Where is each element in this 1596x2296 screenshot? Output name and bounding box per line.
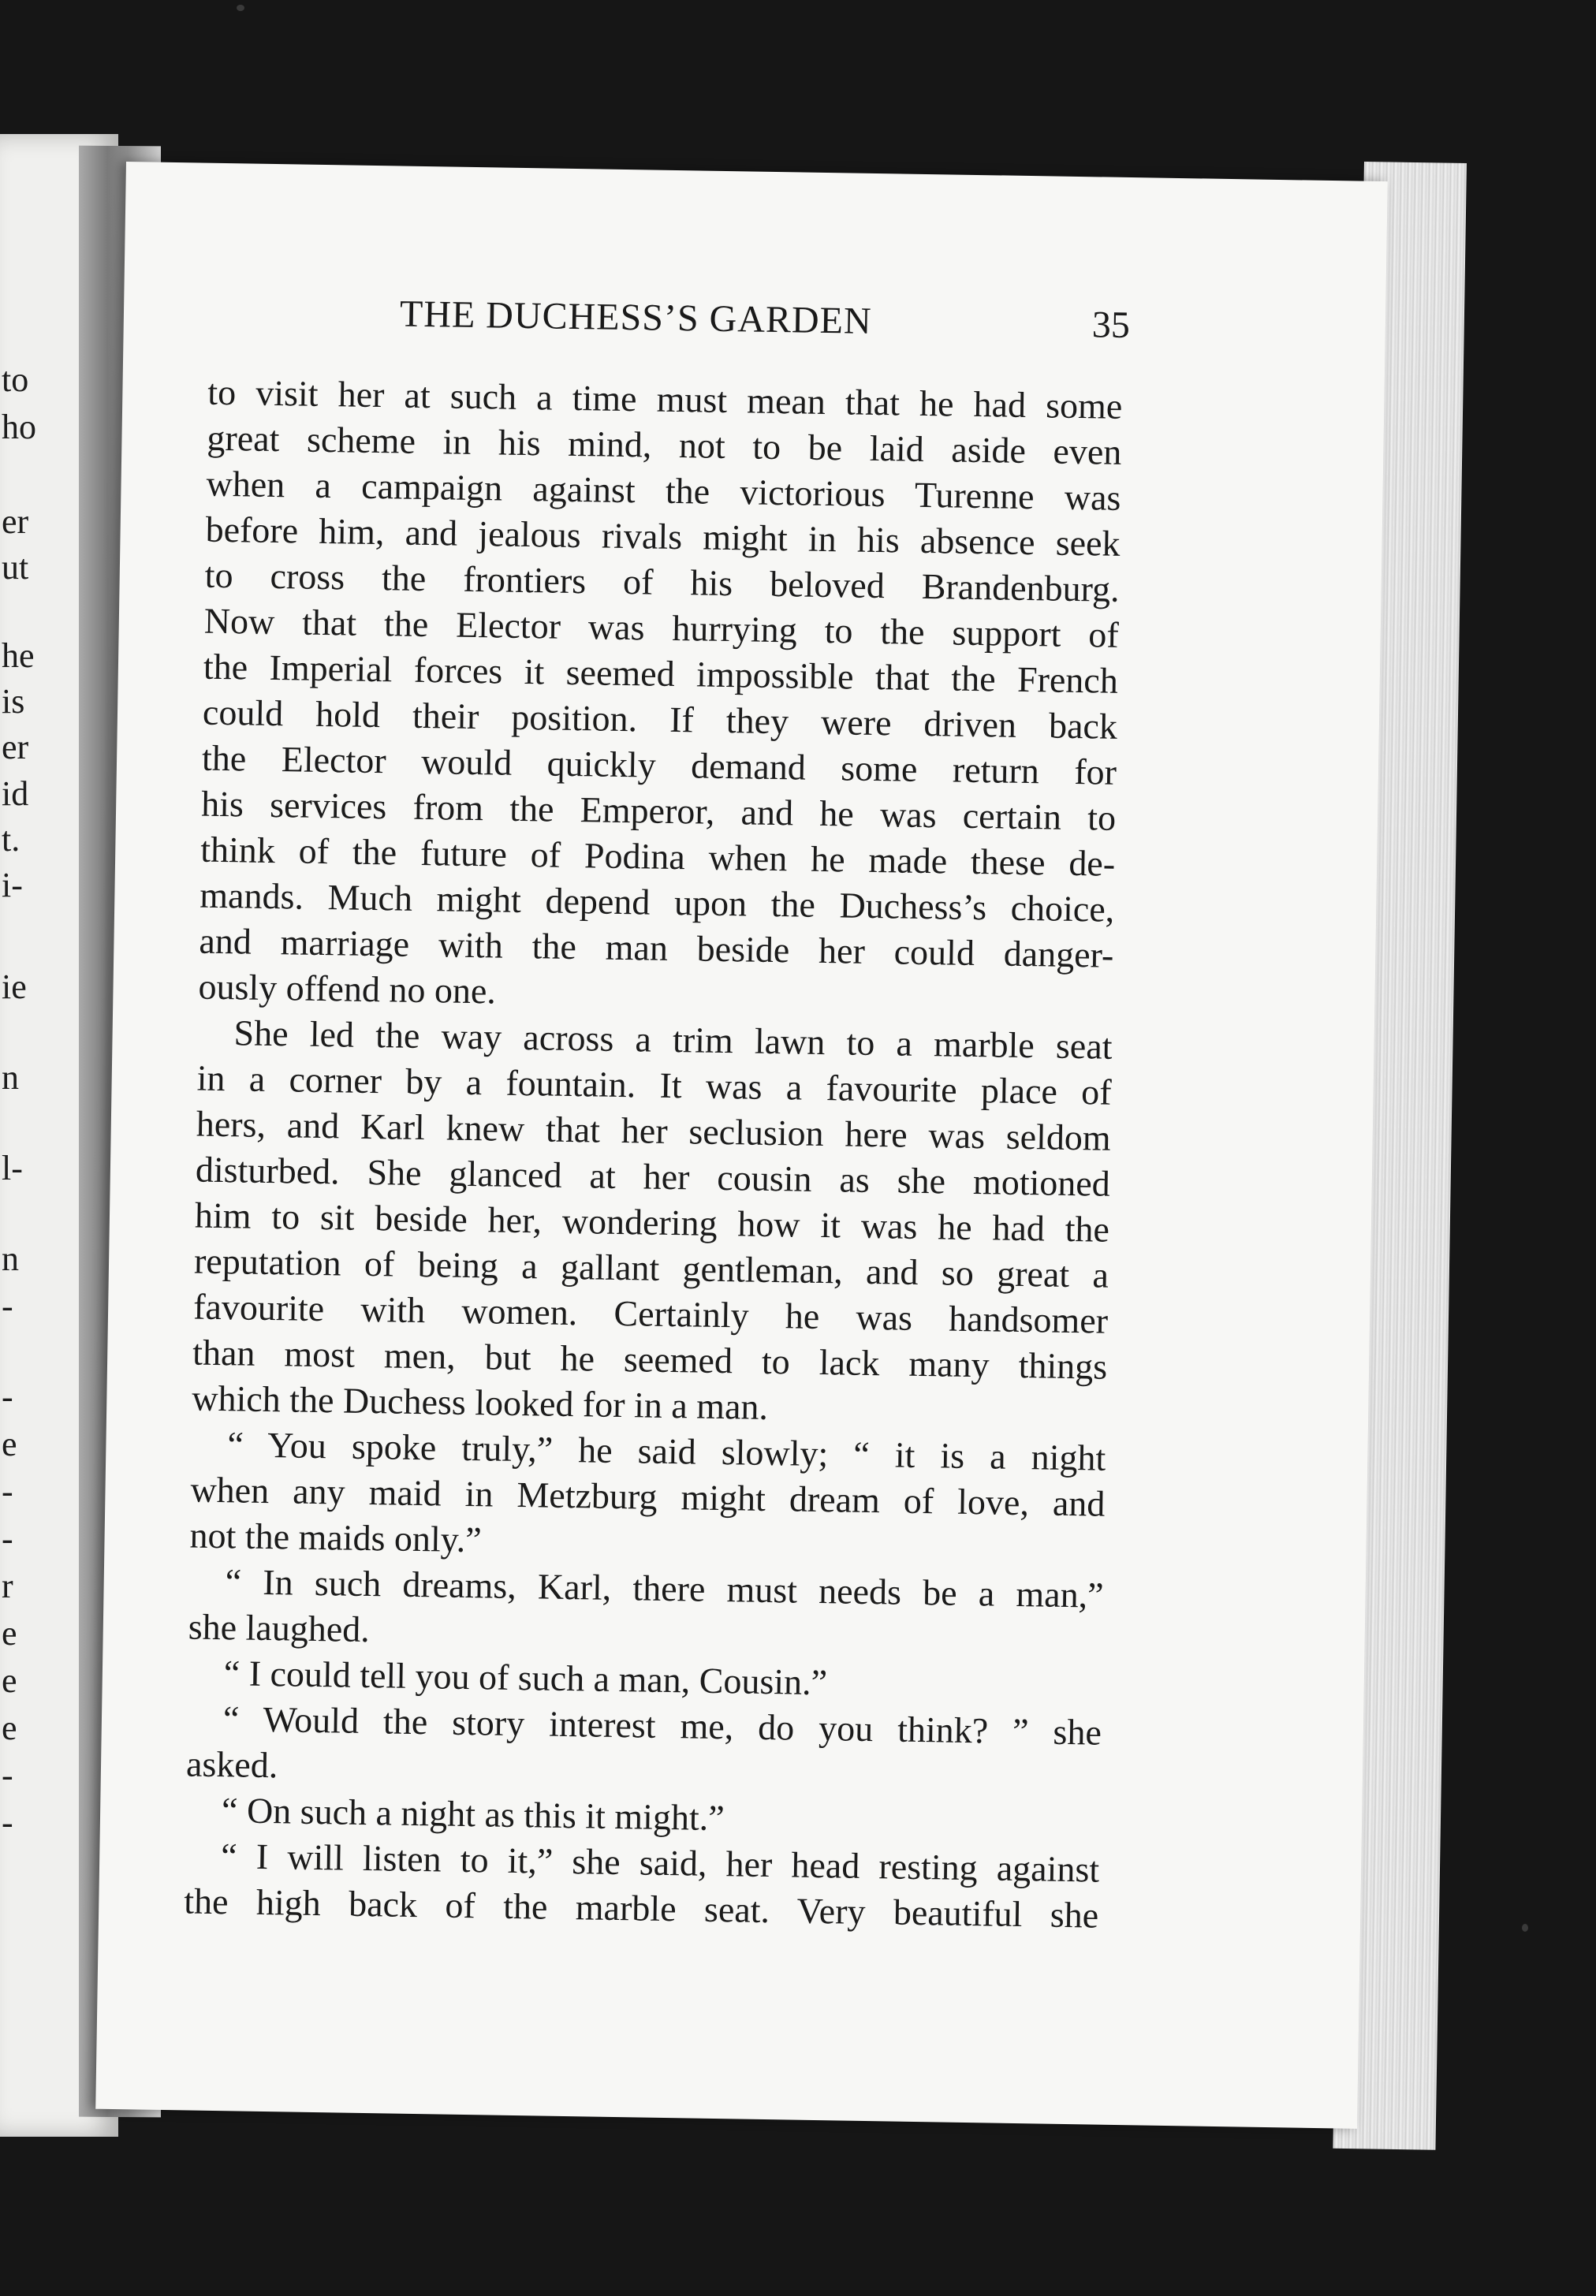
text-line: him to sit beside her, wondering how it was he had the xyxy=(194,1195,1110,1250)
left-line-fragment: he xyxy=(2,636,35,675)
text-line: to cross the frontiers of his beloved Brandenburg. xyxy=(204,554,1121,609)
text-line: she laughed. xyxy=(188,1606,371,1650)
left-line-fragment: er xyxy=(2,502,29,541)
text-line: “ In such dreams, Karl, there must needs be a man,” xyxy=(225,1561,1104,1616)
text-line: She led the way across a trim lawn to a marble seat xyxy=(233,1012,1113,1067)
left-line-fragment: i- xyxy=(2,866,23,904)
left-line-fragment: - xyxy=(2,1472,13,1511)
left-line-fragment: n xyxy=(2,1239,19,1278)
text-line: “ I will listen to it,” she said, her head resting against xyxy=(220,1836,1100,1890)
running-head: THE DUCHESS’S GARDEN xyxy=(399,293,873,342)
text-line: the high back of the marble seat. Very beautiful she xyxy=(183,1880,1099,1936)
text-line: asked. xyxy=(185,1743,278,1786)
left-line-fragment: to xyxy=(2,360,29,399)
text-line: “ Would the story interest me, do you think? ” she xyxy=(222,1698,1102,1753)
text-line: mands. Much might depend upon the Duchess’s choice, xyxy=(200,874,1115,930)
left-line-fragment: - xyxy=(2,1377,13,1416)
text-line: Now that the Elector was hurrying to the support of xyxy=(203,600,1120,655)
left-line-fragment: e xyxy=(2,1425,17,1463)
text-line: before him, and jealous rivals might in his absence seek xyxy=(205,509,1121,564)
left-line-fragment: ho xyxy=(2,408,36,446)
text-line: which the Duchess looked for in a man. xyxy=(191,1377,769,1427)
text-line: than most men, but he seemed to lack many things xyxy=(192,1332,1108,1387)
text-line: “ On such a night as this it might.” xyxy=(221,1790,725,1839)
left-line-fragment: - xyxy=(2,1519,13,1558)
page-number: 35 xyxy=(1091,304,1131,347)
left-line-fragment: r xyxy=(2,1567,13,1605)
book-page xyxy=(95,162,1388,2129)
text-line: great scheme in his mind, not to be laid aside even xyxy=(207,417,1122,472)
text-line: think of the future of Podina when he made these de- xyxy=(200,829,1116,884)
left-line-fragment: e xyxy=(2,1614,17,1653)
text-line: when a campaign against the victorious Turenne was xyxy=(206,463,1121,518)
text-line: when any maid in Metzburg might dream of love, and xyxy=(190,1469,1106,1524)
left-line-fragment: e xyxy=(2,1709,17,1747)
left-line-fragment: is xyxy=(2,682,25,721)
text-line: not the maids only.” xyxy=(189,1515,483,1560)
text-line: his services from the Emperor, and he was certain to xyxy=(200,783,1117,838)
text-line: reputation of being a gallant gentleman, and so great a xyxy=(193,1240,1109,1295)
left-line-fragment: n xyxy=(2,1058,19,1097)
text-line: “ I could tell you of such a man, Cousin.” xyxy=(223,1653,828,1703)
text-line: favourite with women. Certainly he was handsomer xyxy=(192,1286,1109,1341)
text-line: hers, and Karl knew that her seclusion here was seldom xyxy=(196,1103,1112,1158)
text-line: ously offend no one. xyxy=(198,966,497,1012)
text-line: to visit her at such a time must mean that he had some xyxy=(207,371,1123,427)
left-line-fragment: l- xyxy=(2,1149,23,1187)
text-line: could hold their position. If they were driven back xyxy=(202,691,1118,747)
text-line: the Imperial forces it seemed impossible that the French xyxy=(203,646,1119,701)
left-line-fragment: ut xyxy=(2,548,29,587)
text-line: disturbed. She glanced at her cousin as she motioned xyxy=(195,1149,1111,1204)
left-line-fragment: t. xyxy=(2,820,21,859)
left-line-fragment: - xyxy=(2,1756,13,1795)
text-line: and marriage with the man beside her could danger- xyxy=(199,920,1114,975)
left-line-fragment: id xyxy=(2,774,29,813)
left-line-fragment: ie xyxy=(2,967,27,1006)
left-line-fragment: - xyxy=(2,1287,13,1325)
text-line: in a corner by a fountain. It was a favourite place of xyxy=(196,1057,1113,1113)
text-line: “ You spoke truly,” he said slowly; “ it is a night xyxy=(227,1424,1106,1478)
left-line-fragment: - xyxy=(2,1803,13,1842)
text-line: the Elector would quickly demand some return for xyxy=(201,737,1117,792)
left-line-fragment: e xyxy=(2,1661,17,1700)
background-speck xyxy=(1522,1924,1528,1932)
left-line-fragment: er xyxy=(2,728,29,766)
background-speck xyxy=(237,5,244,11)
